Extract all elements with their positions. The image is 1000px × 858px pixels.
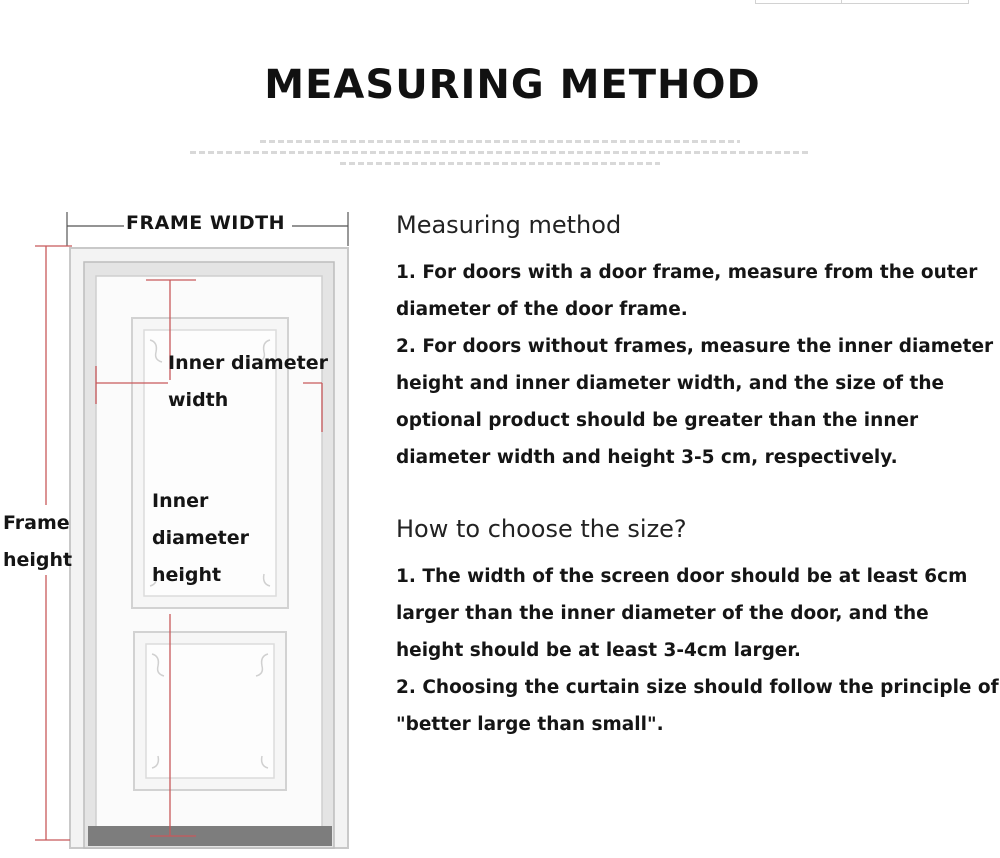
- door-diagram: [0, 0, 400, 858]
- frame-width-label: FRAME WIDTH: [126, 212, 285, 234]
- choose-step-1: 1. The width of the screen door should be at least 6cm larger than the inner diameter of the door, and the height should be at least 3-4cm larger.: [396, 566, 968, 661]
- measuring-step-2: 2. For doors without frames, measure the inner diameter height and inner diameter width, and the size of the optional product should be greater than the inner diameter width and height 3-5 cm, respectively.: [396, 336, 994, 468]
- door-threshold: [88, 826, 332, 846]
- page-title: MEASURING METHOD: [264, 62, 761, 108]
- choose-size-section: [396, 509, 1000, 743]
- frame-height-label: Frame height: [3, 512, 73, 571]
- measuring-method-heading: Measuring method: [396, 211, 622, 239]
- measuring-step-1: 1. For doors with a door frame, measure from the outer diameter of the door frame.: [396, 262, 978, 320]
- inner-height-label: Inner diameter height: [152, 490, 249, 586]
- inner-width-label: Inner diameter width: [168, 352, 328, 411]
- lower-panel-inset: [146, 644, 274, 778]
- measuring-method-section: [396, 205, 1000, 476]
- choose-size-heading: How to choose the size?: [396, 515, 687, 543]
- top-tab-strip: [755, 0, 969, 4]
- choose-step-2: 2. Choosing the curtain size should follow the principle of "better large than small".: [396, 677, 999, 735]
